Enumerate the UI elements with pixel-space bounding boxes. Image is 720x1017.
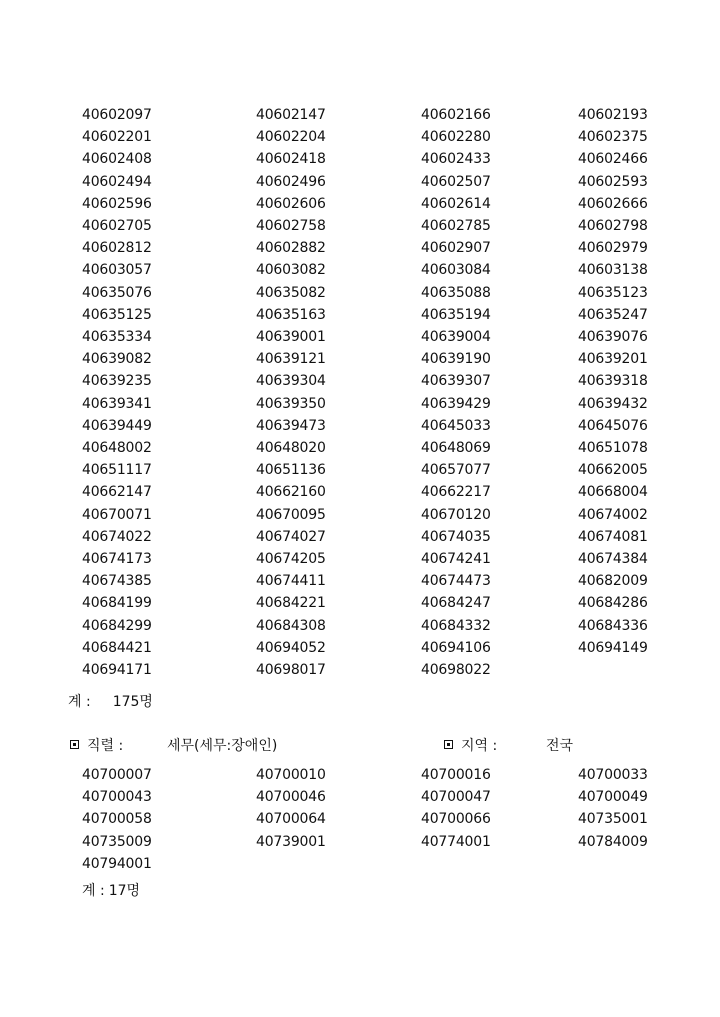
list-item: 40674022 [82, 528, 152, 545]
list-item: 40635123 [578, 284, 648, 301]
list-item: 40674035 [421, 528, 491, 545]
list-item: 40700046 [256, 789, 326, 806]
list-item: 40739001 [256, 833, 326, 850]
list-item: 40602496 [256, 173, 326, 190]
list-row [0, 304, 720, 326]
list-item: 40694171 [82, 662, 152, 678]
list-item: 40639449 [82, 417, 152, 434]
list-row [0, 764, 720, 786]
list-item: 40684199 [82, 595, 152, 612]
list-item: 40635334 [82, 329, 152, 345]
list-row [0, 171, 720, 193]
list-item: 40684308 [256, 617, 326, 634]
list-row [0, 415, 720, 437]
list-row [0, 148, 720, 170]
list-item: 40662147 [82, 484, 152, 501]
list-item: 40639341 [82, 395, 152, 412]
list-item: 40735001 [578, 811, 648, 828]
list-item: 40651078 [578, 440, 648, 456]
list-row [0, 459, 720, 481]
list-row [0, 808, 720, 830]
list-item: 40684336 [578, 617, 648, 634]
list-item: 40602280 [421, 129, 491, 146]
list-item: 40603138 [578, 262, 648, 279]
list-row [0, 237, 720, 259]
list-row [0, 282, 720, 304]
list-item: 40657077 [421, 462, 491, 479]
list-item: 40639318 [578, 373, 648, 390]
list-item: 40602882 [256, 240, 326, 257]
list-item: 40635082 [256, 284, 326, 301]
list-item: 40698017 [256, 662, 326, 678]
list-item: 40662005 [578, 462, 648, 479]
list-row [0, 548, 720, 570]
list-item: 40635247 [578, 306, 648, 323]
list-item: 40602606 [256, 195, 326, 212]
list-item: 40694106 [421, 639, 491, 656]
list-item: 40602166 [421, 107, 491, 123]
list-item: 40700064 [256, 811, 326, 828]
list-item: 40648069 [421, 440, 491, 456]
list-item: 40639201 [578, 351, 648, 368]
list-item: 40635125 [82, 306, 152, 323]
list-item: 40639473 [256, 417, 326, 434]
total-label: 계 : [82, 883, 105, 899]
list-item: 40603082 [256, 262, 326, 279]
total-label: 계 : [68, 694, 91, 710]
region-header [444, 735, 497, 757]
list-item: 40700010 [256, 767, 326, 783]
list-item: 40602193 [578, 107, 648, 123]
list-item: 40639004 [421, 329, 491, 345]
list-item: 40694149 [578, 639, 648, 656]
list-row [0, 659, 720, 681]
list-item: 40674473 [421, 573, 491, 590]
list-item: 40639001 [256, 329, 326, 345]
list-item: 40602433 [421, 151, 491, 168]
list-row [0, 437, 720, 459]
list-item: 40651117 [82, 462, 152, 479]
square-bullet-icon [444, 740, 453, 749]
list-item: 40602204 [256, 129, 326, 146]
list-item: 40784009 [578, 833, 648, 850]
list-item: 40635088 [421, 284, 491, 301]
list-item: 40694052 [256, 639, 326, 656]
list-item: 40639121 [256, 351, 326, 368]
list-item: 40674411 [256, 573, 326, 590]
job-category-value: 세무(세무:장애인) [167, 738, 278, 754]
list-item: 40639307 [421, 373, 491, 390]
list-item: 40639432 [578, 395, 648, 412]
list-item: 40602507 [421, 173, 491, 190]
list-row [0, 637, 720, 659]
list-row [0, 526, 720, 548]
list-item: 40635163 [256, 306, 326, 323]
list-item: 40602466 [578, 151, 648, 168]
list-item: 40674205 [256, 551, 326, 567]
list-item: 40639082 [82, 351, 152, 368]
list-item: 40602418 [256, 151, 326, 168]
list-item: 40603084 [421, 262, 491, 279]
list-item: 40670071 [82, 506, 152, 523]
list-item: 40698022 [421, 662, 491, 678]
list-row [0, 853, 720, 875]
list-item: 40684247 [421, 595, 491, 612]
job-category-header [70, 735, 123, 757]
list-item: 40645033 [421, 417, 491, 434]
list-item: 40674385 [82, 573, 152, 590]
list-row [0, 370, 720, 392]
list-item: 40674027 [256, 528, 326, 545]
list-item: 40602147 [256, 107, 326, 123]
list-item: 40639235 [82, 373, 152, 390]
list-item: 40602666 [578, 195, 648, 212]
list-item: 40648002 [82, 440, 152, 456]
list-item: 40674173 [82, 551, 152, 567]
list-item: 40602408 [82, 151, 152, 168]
list-item: 40602494 [82, 173, 152, 190]
list-item: 40674241 [421, 551, 491, 567]
list-item: 40700049 [578, 789, 648, 806]
list-item: 40674384 [578, 551, 648, 567]
list-item: 40639429 [421, 395, 491, 412]
list-item: 40682009 [578, 573, 648, 590]
list-row [0, 259, 720, 281]
list-item: 40639076 [578, 329, 648, 345]
list-item: 40602375 [578, 129, 648, 146]
list-item: 40700033 [578, 767, 648, 783]
list-row [0, 570, 720, 592]
section-2-total [82, 880, 140, 902]
list-item: 40635076 [82, 284, 152, 301]
list-item: 40635194 [421, 306, 491, 323]
list-row [0, 592, 720, 614]
list-item: 40670095 [256, 506, 326, 523]
list-item: 40662160 [256, 484, 326, 501]
list-item: 40684299 [82, 617, 152, 634]
list-row [0, 348, 720, 370]
list-row [0, 326, 720, 348]
list-item: 40602097 [82, 107, 152, 123]
list-item: 40602593 [578, 173, 648, 190]
list-item: 40674002 [578, 506, 648, 523]
list-item: 40684332 [421, 617, 491, 634]
list-row [0, 393, 720, 415]
list-item: 40700047 [421, 789, 491, 806]
list-row [0, 786, 720, 808]
list-row [0, 104, 720, 126]
list-row [0, 615, 720, 637]
list-item: 40648020 [256, 440, 326, 456]
list-item: 40662217 [421, 484, 491, 501]
list-item: 40602812 [82, 240, 152, 257]
list-item: 40651136 [256, 462, 326, 479]
list-row [0, 831, 720, 853]
list-item: 40602758 [256, 218, 326, 234]
list-item: 40602596 [82, 195, 152, 212]
list-item: 40602785 [421, 218, 491, 234]
total-value: 17명 [108, 883, 141, 899]
list-item: 40794001 [82, 855, 152, 872]
list-item: 40670120 [421, 506, 491, 523]
list-item: 40700043 [82, 789, 152, 806]
list-item: 40735009 [82, 833, 152, 850]
list-row [0, 504, 720, 526]
list-item: 40602614 [421, 195, 491, 212]
list-item: 40639350 [256, 395, 326, 412]
list-item: 40645076 [578, 417, 648, 434]
list-item: 40684286 [578, 595, 648, 612]
list-row [0, 193, 720, 215]
square-bullet-icon [70, 740, 79, 749]
list-item: 40602907 [421, 240, 491, 257]
list-item: 40639304 [256, 373, 326, 390]
list-item: 40700007 [82, 767, 152, 783]
job-label: 직렬 : [87, 738, 124, 754]
list-item: 40700058 [82, 811, 152, 828]
list-item: 40602201 [82, 129, 152, 146]
list-row [0, 126, 720, 148]
list-item: 40602979 [578, 240, 648, 257]
region-label: 지역 : [461, 738, 498, 754]
list-row [0, 481, 720, 503]
list-row [0, 215, 720, 237]
list-item: 40639190 [421, 351, 491, 368]
list-item: 40774001 [421, 833, 491, 850]
list-item: 40684221 [256, 595, 326, 612]
list-item: 40700066 [421, 811, 491, 828]
total-value: 175명 [112, 694, 153, 710]
list-item: 40603057 [82, 262, 152, 279]
list-item: 40602798 [578, 218, 648, 234]
list-item: 40668004 [578, 484, 648, 501]
section-1-total [68, 691, 153, 713]
list-item: 40674081 [578, 528, 648, 545]
list-item: 40700016 [421, 767, 491, 783]
list-item: 40602705 [82, 218, 152, 234]
region-value: 전국 [546, 738, 574, 754]
list-item: 40684421 [82, 639, 152, 656]
